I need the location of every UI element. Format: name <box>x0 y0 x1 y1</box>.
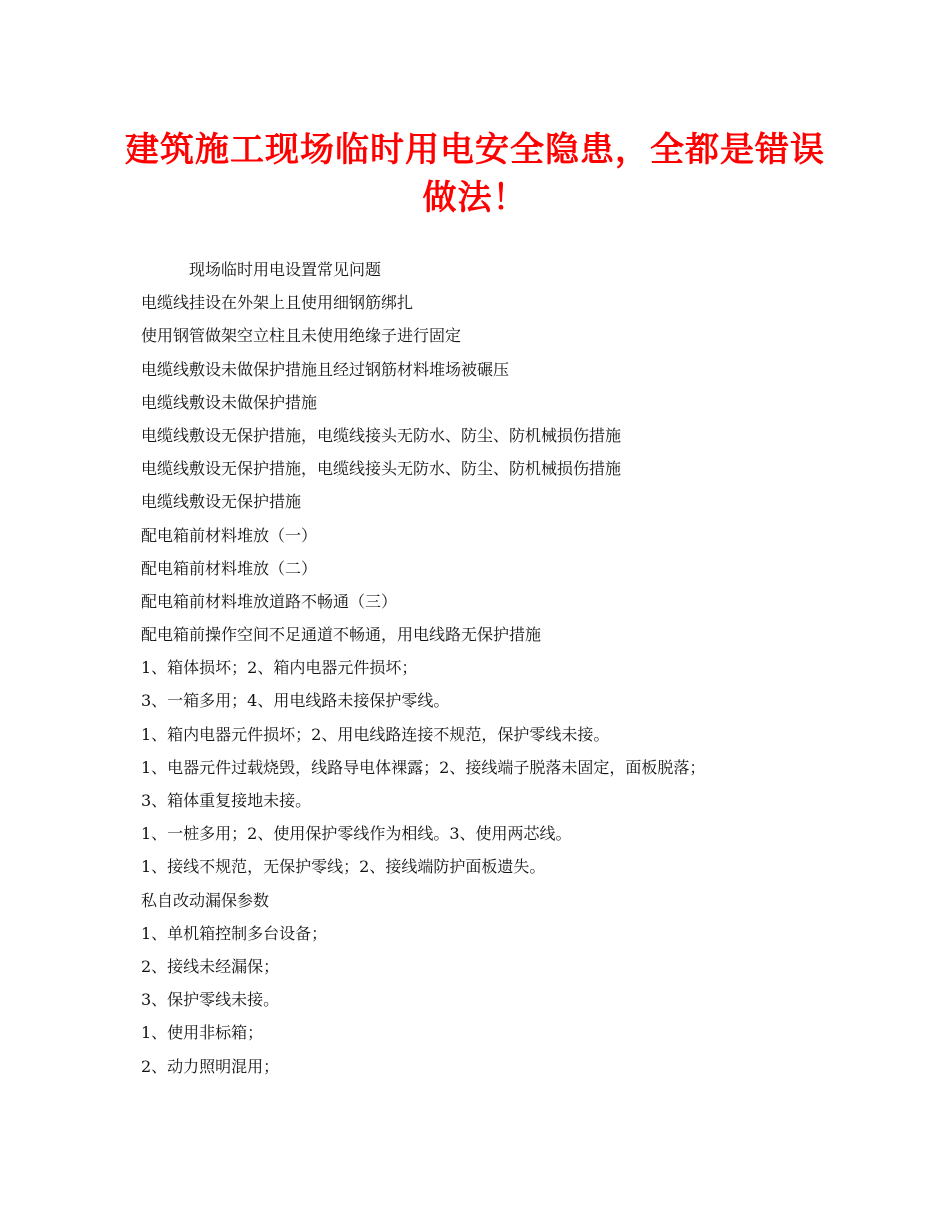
text-line: 电缆线敷设无保护措施，电缆线接头无防水、防尘、防机械损伤措施 <box>141 425 622 445</box>
text-line: 1、接线不规范，无保护零线；2、接线端防护面板遗失。 <box>141 857 546 877</box>
text-line: 2、动力照明混用； <box>141 1056 280 1076</box>
text-line: 3、保护零线未接。 <box>141 990 280 1010</box>
text-line: 电缆线敷设未做保护措施且经过钢筋材料堆场被碾压 <box>141 359 510 379</box>
text-line: 电缆线敷设无保护措施，电缆线接头无防水、防尘、防机械损伤措施 <box>141 459 622 479</box>
text-line: 配电箱前材料堆放（二） <box>141 558 318 578</box>
text-line: 3、箱体重复接地未接。 <box>141 791 312 810</box>
text-line: 1、电器元件过载烧毁，线路导电体裸露；2、接线端子脱落未固定，面板脱落； <box>141 757 706 777</box>
document-body <box>141 253 821 1083</box>
text-line: 电缆线敷设无保护措施 <box>141 492 302 512</box>
text-line: 1、单机箱控制多台设备； <box>141 923 328 943</box>
text-line: 私自改动漏保参数 <box>141 890 270 910</box>
text-line: 1、使用非标箱； <box>141 1023 264 1043</box>
text-line: 电缆线挂设在外架上且使用细钢筋绑扎 <box>141 293 414 313</box>
text-line: 配电箱前操作空间不足通道不畅通，用电线路无保护措施 <box>141 625 542 645</box>
text-line: 使用钢管做架空立柱且未使用绝缘子进行固定 <box>141 326 462 346</box>
text-line: 1、箱体损坏；2、箱内电器元件损坏； <box>141 658 418 678</box>
text-line: 1、箱内电器元件损坏；2、用电线路连接不规范，保护零线未接。 <box>141 724 610 744</box>
section-heading: 现场临时用电设置常见问题 <box>189 260 382 279</box>
text-line: 2、接线未经漏保； <box>141 956 280 976</box>
text-line: 配电箱前材料堆放（一） <box>141 525 318 545</box>
text-line: 电缆线敷设未做保护措施 <box>141 392 318 412</box>
text-line: 3、一箱多用；4、用电线路未接保护零线。 <box>141 691 450 711</box>
text-line: 配电箱前材料堆放道路不畅通（三） <box>141 591 398 611</box>
text-line: 1、一桩多用；2、使用保护零线作为相线。3、使用两芯线。 <box>141 824 572 844</box>
document-title: 建筑施工现场临时用电安全隐患，全都是错误做法！ <box>125 130 825 218</box>
